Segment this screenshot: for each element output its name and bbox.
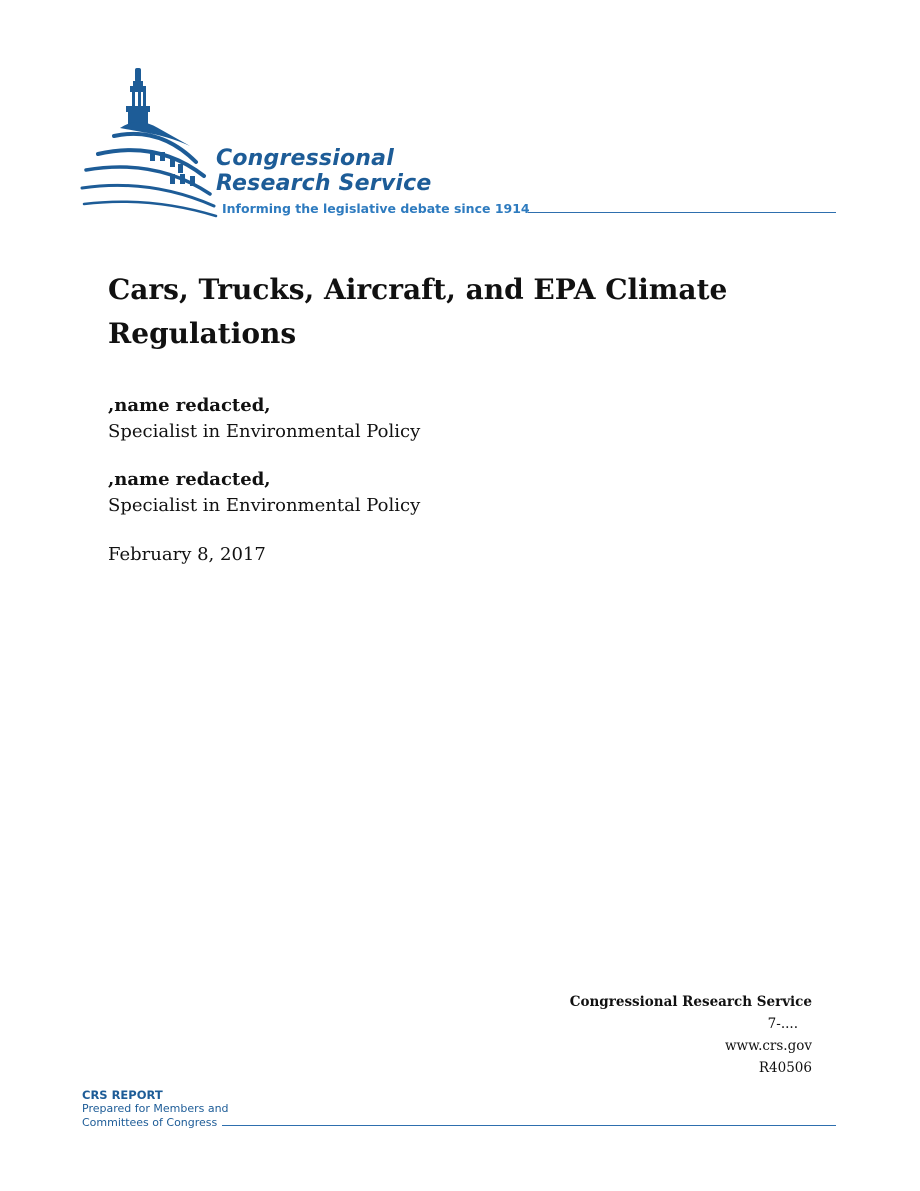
report-date: February 8, 2017	[108, 544, 266, 565]
author-block	[108, 393, 420, 445]
author-name: ,name redacted,	[108, 395, 271, 416]
crs-website: www.crs.gov	[725, 1038, 812, 1054]
brand-name-line1: Congressional	[216, 146, 394, 171]
brand-name-line2: Research Service	[216, 171, 432, 196]
footer-divider	[222, 1125, 836, 1126]
brand-name	[216, 146, 432, 196]
footer-line2: Committees of Congress	[82, 1116, 218, 1129]
footer	[82, 1088, 229, 1130]
author-name: ,name redacted,	[108, 469, 271, 490]
author-role: Specialist in Environmental Policy	[108, 495, 421, 516]
report-title: Cars, Trucks, Aircraft, and EPA Climate Regulations	[108, 273, 728, 350]
footer-line1: Prepared for Members and	[82, 1102, 229, 1115]
crs-number: 7-....	[767, 1016, 798, 1032]
capitol-dome-icon	[80, 66, 220, 218]
brand-tagline: Informing the legislative debate since 1914	[222, 201, 530, 216]
author-role: Specialist in Environmental Policy	[108, 421, 421, 442]
crs-report-id: R40506	[758, 1060, 812, 1076]
footer-label: CRS REPORT	[82, 1088, 163, 1102]
crs-org-name: Congressional Research Service	[569, 994, 812, 1010]
author-block	[108, 467, 420, 519]
header-divider	[528, 212, 836, 213]
crs-info-block	[570, 991, 812, 1079]
